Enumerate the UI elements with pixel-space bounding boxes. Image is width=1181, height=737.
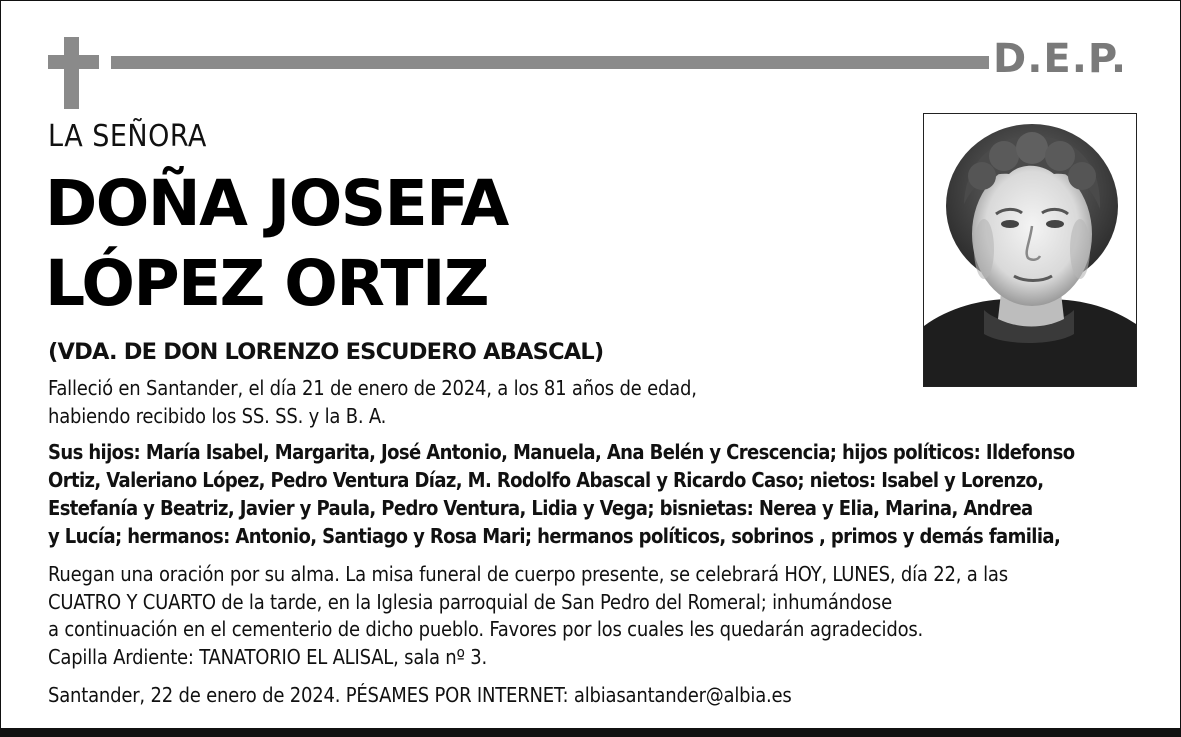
family-line: Ortiz, Valeriano López, Pedro Ventura Díaz, M. Rodolfo Abascal y Ricardo Caso; nietos: Isabel y Lorenzo, <box>48 468 1044 492</box>
family-line: Sus hijos: María Isabel, Margarita, José Antonio, Manuela, Ana Belén y Crescencia; hijos políticos: Ildefonso <box>48 440 1075 464</box>
family-line: Estefanía y Beatriz, Javier y Paula, Pedro Ventura, Lidia y Vega; bisnietas: Nerea y Elia, Marina, Andrea <box>48 496 1033 520</box>
service-line: CUATRO Y CUARTO de la tarde, en la Iglesia parroquial de San Pedro del Romeral; inhumándose <box>48 590 892 614</box>
cross-horizontal-bar <box>48 55 99 69</box>
dep-heading: D.E.P. <box>993 36 1128 82</box>
deceased-name-line2: LÓPEZ ORTIZ <box>45 247 489 320</box>
death-notice-line: Falleció en Santander, el día 21 de enero de 2024, a los 81 años de edad, <box>48 376 697 400</box>
death-notice-line: habiendo recibido los SS. SS. y la B. A. <box>48 404 387 428</box>
intro-title: LA SEÑORA <box>48 119 207 154</box>
widow-of: (VDA. DE DON LORENZO ESCUDERO ABASCAL) <box>48 339 604 365</box>
service-line: a continuación en el cementerio de dicho pueblo. Favores por los cuales les quedarán agradecidos. <box>48 617 924 641</box>
header-rule <box>111 56 989 69</box>
service-line: Ruegan una oración por su alma. La misa funeral de cuerpo presente, se celebrará HOY, LUNES, día 22, a las <box>48 562 1008 586</box>
family-line: y Lucía; hermanos: Antonio, Santiago y Rosa Mari; hermanos políticos, sobrinos , primos y demás familia, <box>48 524 1061 548</box>
deceased-name-line1: DOÑA JOSEFA <box>45 167 508 240</box>
portrait-illustration <box>924 114 1136 386</box>
footer-line: Santander, 22 de enero de 2024. PÉSAMES POR INTERNET: albiasantander@albia.es <box>48 683 792 707</box>
cross-vertical-bar <box>64 37 79 109</box>
service-line: Capilla Ardiente: TANATORIO EL ALISAL, sala nº 3. <box>48 645 488 669</box>
portrait-photo <box>923 113 1137 387</box>
bottom-border <box>0 728 1181 737</box>
